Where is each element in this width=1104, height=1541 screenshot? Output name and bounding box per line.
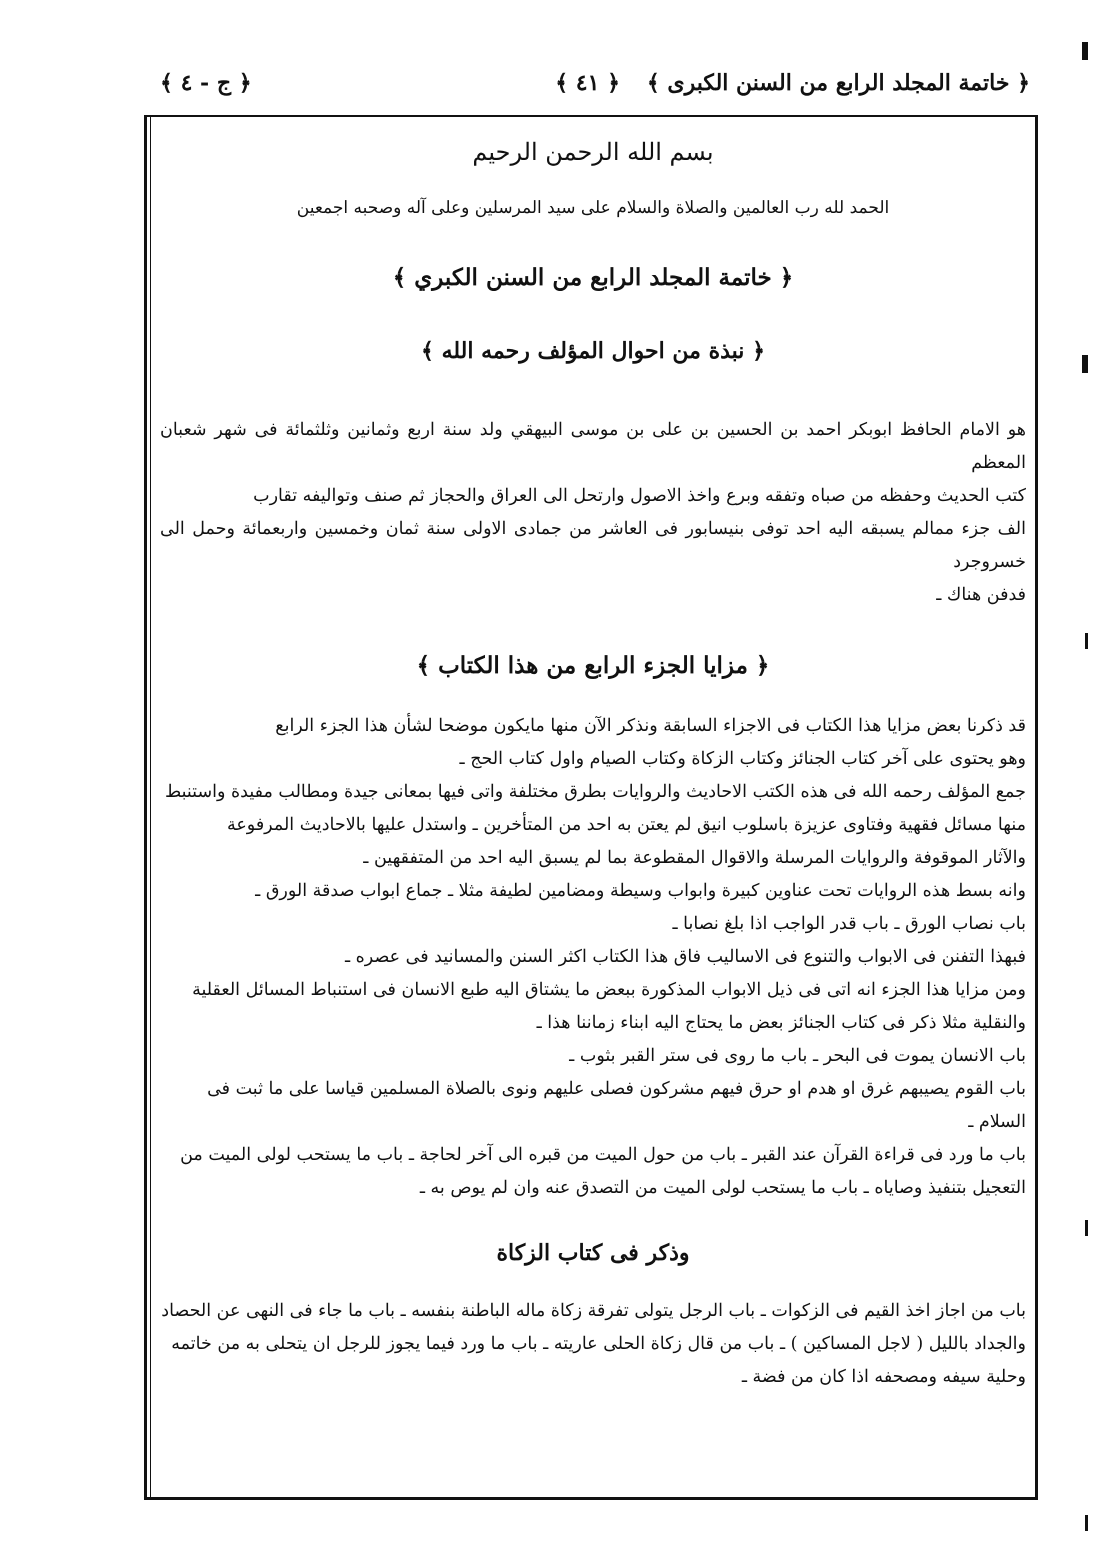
text-line: هو الامام الحافظ ابوبكر احمد بن الحسين بن على بن موسى البيهقي ولد سنة اربع وثمانين وثلثمائة فى شهر شعبان المعظم bbox=[160, 420, 1026, 473]
text-line: وانه بسط هذه الروايات تحت عناوين كبيرة وابواب وسيطة ومضامين لطيفة مثلا ـ جماع ابواب صدقة الورق ـ bbox=[255, 881, 1026, 901]
text-line: ومن مزايا هذا الجزء انه اتى فى ذيل الابواب المذكورة ببعض ما يشتاق اليه طبع الانسان فى استنباط المسائل العقلية bbox=[192, 980, 1026, 1000]
text-line: باب نصاب الورق ـ باب قدر الواجب اذا بلغ نصابا ـ bbox=[672, 914, 1026, 934]
page-content bbox=[160, 130, 1026, 1394]
text-line: فدفن هناك ـ bbox=[936, 585, 1026, 605]
main-title: ﴿ خاتمة المجلد الرابع من السنن الكبري ﴾ bbox=[392, 264, 794, 291]
hamd-line: الحمد لله رب العالمين والصلاة والسلام على سيد المرسلين وعلى آله وصحبه اجمعين bbox=[296, 198, 890, 218]
text-line: السلام ـ bbox=[968, 1112, 1026, 1132]
header-title: ﴿ خاتمة المجلد الرابع من السنن الكبرى ﴾ bbox=[646, 70, 1030, 96]
text-line: التعجيل بتنفيذ وصاياه ـ باب ما يستحب لولى الميت من التصدق عنه وان لم يوص به ـ bbox=[419, 1178, 1026, 1198]
text-line: باب القوم يصيبهم غرق او هدم او حرق فيهم مشركون فصلى عليهم ونوى بالصلاة المسلمين قياسا على ما ثبت فى bbox=[207, 1079, 1026, 1099]
text-line: والجداد بالليل ( لاجل المساكين ) ـ باب من قال زكاة الحلى عاريته ـ باب ما ورد فيما يجوز للرجل ان يتحلى به من خاتمه bbox=[171, 1334, 1026, 1354]
text-line: والنقلية مثلا ذكر فى كتاب الجنائز بعض ما يحتاج اليه ابناء زماننا هذا ـ bbox=[536, 1013, 1026, 1033]
text-line: منها مسائل فقهية وفتاوى عزيزة باسلوب انيق لم يعتن به احد من المتأخرين ـ واستدل عليها بالاحاديث المرفوعة bbox=[226, 815, 1026, 835]
bio-section bbox=[160, 414, 1026, 612]
text-line: الف جزء ممالم يسبقه اليه احد توفى بنيسابور فى العاشر من جمادى الاولى سنة ثمان وخمسين واربعمائة وحمل الى خسروجرد bbox=[160, 519, 1026, 572]
text-line: والآثار الموقوفة والروايات المرسلة والاقوال المقطوعة بما لم يسبق اليه احد من المتفقهين ـ bbox=[363, 848, 1026, 868]
text-line: قد ذكرنا بعض مزايا هذا الكتاب فى الاجزاء السابقة ونذكر الآن منها مايكون موضحا لشأن هذا الجزء الرابع bbox=[275, 716, 1026, 736]
text-line: باب الانسان يموت فى البحر ـ باب ما روى فى ستر القبر بثوب ـ bbox=[569, 1046, 1026, 1066]
text-line: باب ما ورد فى قراءة القرآن عند القبر ـ باب من حول الميت من قبره الى آخر لحاجة ـ باب ما يستحب لولى الميت من bbox=[180, 1145, 1026, 1165]
text-line: كتب الحديث وحفظه من صباه وتفقه وبرع واخذ الاصول وارتحل الى العراق والحجاز ثم صنف وتواليفه تقارب bbox=[253, 486, 1026, 506]
volume-label: ﴿ ج - ٤ ﴾ bbox=[160, 70, 252, 96]
zakat-section bbox=[160, 1295, 1026, 1394]
text-line: وحلية سيفه ومصحفه اذا كان من فضة ـ bbox=[741, 1367, 1026, 1387]
bio-heading: ﴿ نبذة من احوال المؤلف رحمه الله ﴾ bbox=[421, 338, 765, 364]
basmala: بسم الله الرحمن الرحيم bbox=[472, 138, 714, 166]
margin-mark bbox=[1082, 355, 1088, 373]
mazaya-section bbox=[160, 710, 1026, 1205]
margin-tick bbox=[1085, 1515, 1088, 1531]
frame-rule bbox=[150, 115, 151, 1500]
running-header bbox=[160, 70, 1030, 106]
zakat-heading: وذكر فى كتاب الزكاة bbox=[496, 1240, 690, 1266]
margin-mark bbox=[1082, 42, 1088, 60]
text-line: باب من اجاز اخذ القيم فى الزكوات ـ باب الرجل يتولى تفرقة زكاة ماله الباطنة بنفسه ـ باب ما جاء فى النهى عن الحصاد bbox=[161, 1301, 1026, 1321]
text-line: جمع المؤلف رحمه الله فى هذه الكتب الاحاديث والروايات بطرق مختلفة واتى فيها بمعانى جيدة ومطالب مفيدة واستنبط bbox=[165, 782, 1026, 802]
margin-tick bbox=[1085, 633, 1088, 649]
mazaya-heading: ﴿ مزايا الجزء الرابع من هذا الكتاب ﴾ bbox=[416, 652, 770, 679]
page-number: ﴿ ٤١ ﴾ bbox=[555, 70, 620, 96]
margin-tick bbox=[1085, 1220, 1088, 1236]
text-line: وهو يحتوى على آخر كتاب الجنائز وكتاب الزكاة وكتاب الصيام واول كتاب الحج ـ bbox=[459, 749, 1026, 769]
text-line: فبهذا التفنن فى الابواب والتنوع فى الاساليب فاق هذا الكتاب اكثر السنن والمسانيد فى عصره ـ bbox=[344, 947, 1026, 967]
